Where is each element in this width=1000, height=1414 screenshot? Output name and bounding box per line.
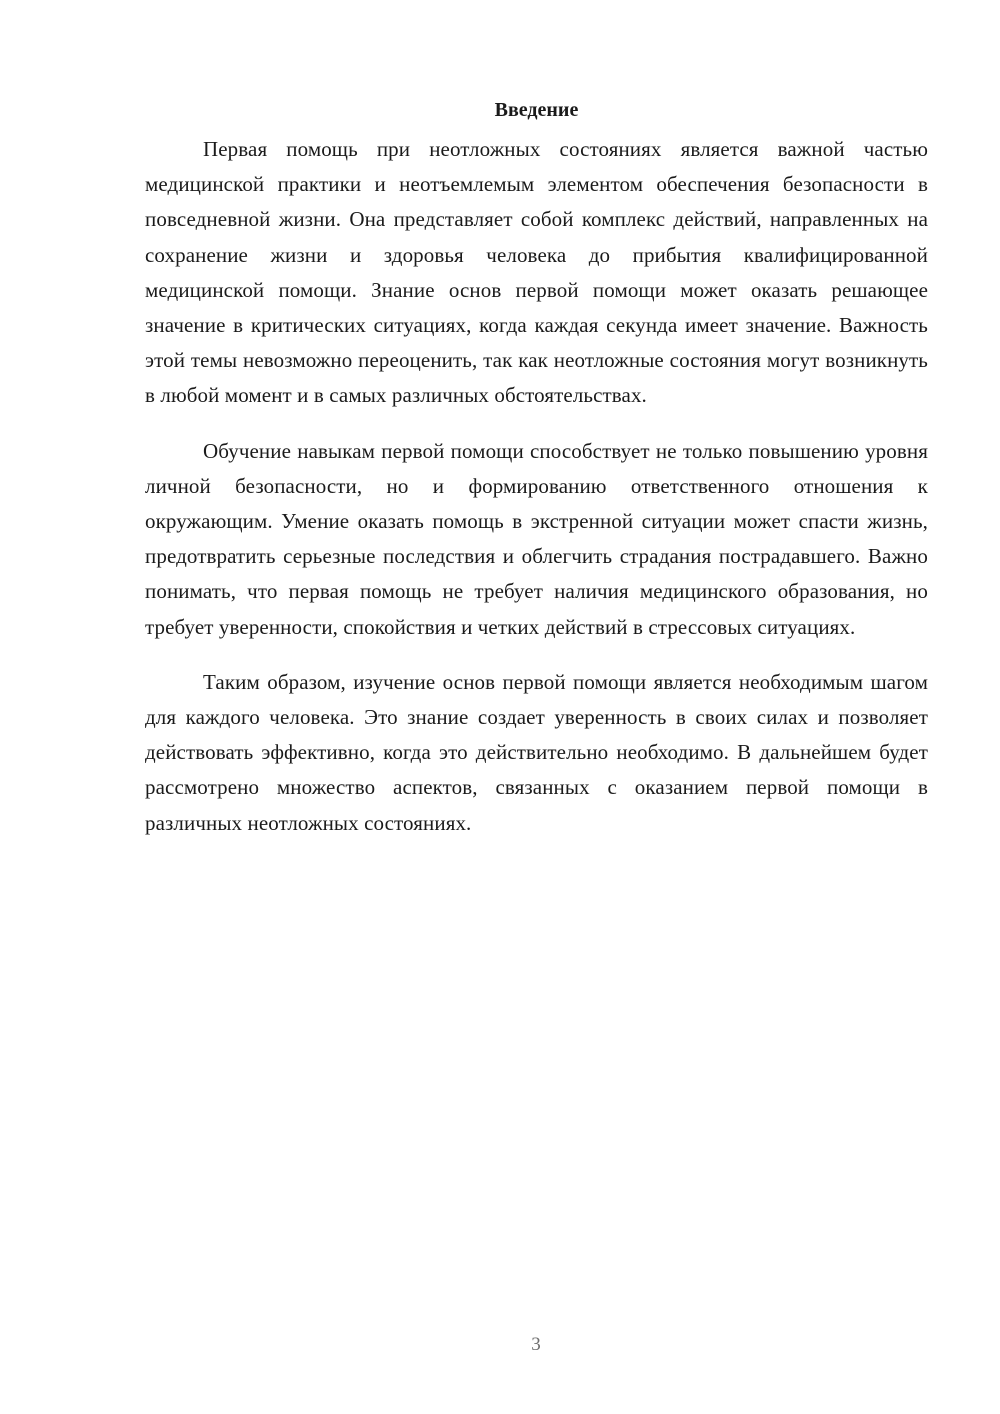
paragraph-1: Первая помощь при неотложных состояниях является важной частью медицинской практики и неотъемлемым элементом обеспечения безопасности в повседневной жизни. Она представляет собой комплекс действий, направленных на сохранение жизни и здоровья человека до прибытия квалифицированной медицинской помощи. Знание основ первой помощи может оказать решающее значение в критических ситуациях, когда каждая секунда имеет значение. Важность этой темы невозможно переоценить, так как неотложные состояния могут возникнуть в любой момент и в самых различных обстоятельствах. (145, 137, 928, 408)
page-content (145, 96, 928, 861)
paragraph-2: Обучение навыкам первой помощи способствует не только повышению уровня личной безопасности, но и формированию ответственного отношения к окружающим. Умение оказать помощь в экстренной ситуации может спасти жизнь, предотвратить серьезные последствия и облегчить страдания пострадавшего. Важно понимать, что первая помощь не требует наличия медицинского образования, но требует уверенности, спокойствия и четких действий в стрессовых ситуациях. (145, 438, 928, 639)
page-number: 3 (531, 1334, 541, 1355)
section-heading: Введение (494, 99, 579, 121)
paragraph-3: Таким образом, изучение основ первой помощи является необходимым шагом для каждого человека. Это знание создает уверенность в своих силах и позволяет действовать эффективно, когда это действительно необходимо. В дальнейшем будет рассмотрено множество аспектов, связанных с оказанием первой помощи в различных неотложных состояниях. (145, 669, 928, 835)
